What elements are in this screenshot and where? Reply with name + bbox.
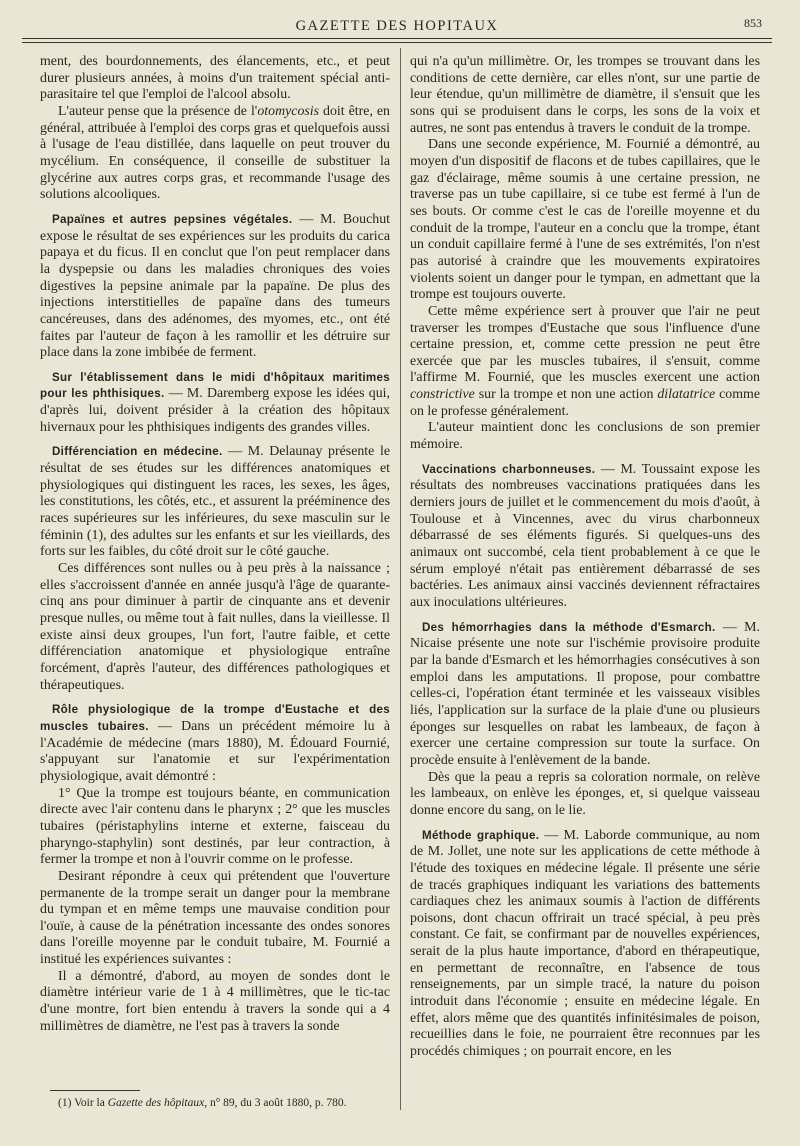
paragraph: Dans une seconde expérience, M. Fournié a démontré, au moyen d'un dispositif de flacons et de tubes capillaires, que le gaz d'éclairage, même soumis à une certaine pression, ne traverse pas un tube capillaire, si ce tube est fermé à l'un de ses bouts. Or comme c'est le cas de l'oreille moyenne et du conduit de la trompe, l'auteur en a conclu que la trompe, étant un conduit capillaire fermé à l'une de ses extrémités, l'on n'est pas autorisé à craindre que les mouvements expiratoires violents soient un danger pour le tympan, en admettant que la trompe est toujours ouverte.	[410, 137, 760, 303]
section-hemorrhagies: Des hémorrhagies dans la méthode d'Esmarch. — M. Nicaise présente une note sur l'ischémie provisoire produite par la bande d'Esmarch et les hémorrhagies consécutives à son emploi dans les amputations. Il propose, pour combattre celles-ci, l'opération étant terminée et les vaisseaux visibles liés, l'application sur la surface de la plaie d'une ou plusieurs éponges sur lesquelles on rabat les lambeaux, de façon à exercer une certaine compression sur toute la surface. On procède ensuite à l'enlèvement de la bande.	[410, 619, 760, 768]
section-heading: Sur l'établissement dans le midi d'hôpitaux maritimes pour les phthisiques.	[40, 370, 390, 401]
column-divider	[400, 48, 401, 1110]
left-column	[40, 54, 390, 1035]
paragraph: ment, des bourdonnements, des élancements, etc., et peut durer plusieurs années, à moins d'un traitement spécial anti-parasitaire tel que l'emploi de l'alcool absolu.	[40, 54, 390, 103]
section-heading: Papaïnes et autres pepsines végétales.	[52, 212, 293, 226]
page-number: 853	[744, 16, 762, 30]
paragraph: Desirant répondre à ceux qui prétendent que l'ouverture permanente de la trompe serait un danger pour la membrane du tympan et en même temps une mauvaise condition pour l'ouïe, à cause de la pénétration incessante des ondes sonores dans l'oreille moyenne par le conduit tubaire, M. Fournié a institué les expériences suivantes :	[40, 868, 390, 968]
section-vaccinations: Vaccinations charbonneuses. — M. Toussaint expose les résultats des nombreuses vaccinations pratiquées dans les derniers jours de juillet et le commencement du mois d'août, à Toulouse et à Vincennes, avec du virus charbonneux débarrassé de ses éléments figurés. Si quelques-uns des animaux ont succombé, cela tient probablement à ce que le sérum employé n'était pas entièrement débarrassé de ses bactéries. Les animaux ainsi vaccinés deviennent réfractaires aux inoculations ultérieures.	[410, 461, 760, 610]
paragraph: Dès que la peau a repris sa coloration normale, on relève les lambeaux, on enlève les éponges, et, si quelque vaisseau donne encore du sang, on le lie.	[410, 769, 760, 818]
paragraph: L'auteur maintient donc les conclusions de son premier mémoire.	[410, 420, 760, 453]
section-methode-graphique: Méthode graphique. — M. Laborde communique, au nom de M. Jollet, une note sur les applications de cette méthode à l'étude des toxiques en médecine légale. Il présente une série de tracés graphiques indiquant les variations des battements cardiaques chez les animaux soumis à l'action de différents poisons, dont chacun offrirait un tracé spécial, à peu près constant. Ce fait, se confirmant par de nouvelles expériences, serait de la plus haute importance, d'abord en thérapeutique, en permettant de reconnaître, en l'absence de tous renseignements, par un simple tracé, la nature du poison introduit dans l'économie ; ensuite en médecine légale. En effet, alors même que des quantités infinitésimales de poison, recueillies dans le foie, ne pourraient être reconnues par les procédés chimiques ; on pourrait encore, en les	[410, 827, 760, 1060]
footnote: (1) Voir la Gazette des hôpitaux, n° 89, du 3 août 1880, p. 780.	[58, 1097, 347, 1109]
paragraph: Il a démontré, d'abord, au moyen de sondes dont le diamètre intérieur varie de 1 à 4 millimètres, que le tic-tac d'une montre, fort bien entendu à travers la sonde qui a 4 millimètres de diamètre, ne l'est pas à travers la sonde	[40, 968, 390, 1034]
footnote-rule	[50, 1090, 140, 1091]
page-header	[22, 14, 772, 39]
paragraph: Ces différences sont nulles ou à peu près à la naissance ; elles s'accroissent d'année en année jusqu'à l'âge de quarante-cinq ans pour diminuer à partir de cinquante ans et devenir presque nulles, ou même tout à fait nulles, dans la vieillesse. Il existe ainsi deux groupes, l'un fort, l'autre faible, et cette différenciation anatomique et physiologique entraîne forcément, d'après l'auteur, des différences pathologiques et thérapeutiques.	[40, 561, 390, 693]
header-rule	[22, 42, 772, 43]
paragraph: Cette même expérience sert à prouver que l'air ne peut traverser les trompes d'Eustache que sous l'influence d'une certaine pression, et, comme cette pression ne peut être exercée que par les muscles tubaires, il s'ensuit, comme l'affirme M. Fournié, que les muscles exercent une action constrictive sur la trompe et non une action dilatatrice comme on le professe généralement.	[410, 303, 761, 419]
section-heading: Méthode graphique.	[422, 828, 540, 842]
paragraph: qui n'a qu'un millimètre. Or, les trompes se trouvant dans les conditions de cette dernière, car elles n'ont, sur une partie de leur étendue, qu'un millimètre de diamètre, il s'ensuit que les sons qui se produisent dans le corps, les sons de la voix et autres, ne sont pas entendus à travers le conduit de la trompe.	[410, 54, 760, 136]
paragraph: 1° Que la trompe est toujours béante, en communication directe avec l'air contenu dans le pharynx ; 2° que les muscles tubaires (péristaphylins interne et externe, faisceau du pharyngo-staphylin) sont destinés, par leur contraction, à fermer la trompe et non à l'ouvrir comme on le professe.	[40, 785, 390, 868]
section-heading: Différenciation en médecine.	[52, 445, 223, 459]
section-differenciation: Différenciation en médecine. — M. Delaunay présente le résultat de ses études sur les différences anatomiques et physiologiques qui distinguent les races, les sexes, les âges, les constitutions, les côtés, etc., et assurent la prééminence des races supérieures sur les inférieures, du sexe masculin sur le féminin (1), des adultes sur les enfants et sur les vieillards, des forts sur les faibles, du côté droit sur le côté gauche.	[40, 444, 390, 560]
section-heading: Des hémorrhagies dans la méthode d'Esmarch.	[422, 620, 716, 634]
section-papaines: Papaïnes et autres pepsines végétales. — M. Bouchut expose le résultat de ses expériences sur les produits du carica papaya et du ficus. Il en conclut que l'on peut remplacer dans la dyspepsie ou dans les maladies chroniques des voies digestives la pepsine animale par la papaïne. De plus des injections interstitielles de papaïne dans des tumeurs cancéreuses, dans des adénomes, des myomes, etc., ont été faites par l'auteur de façon à les ramollir et les détruire sur place dans la zone imbibée de ferment.	[40, 211, 390, 361]
section-hopitaux-maritimes: Sur l'établissement dans le midi d'hôpitaux maritimes pour les phthisiques. — M. Daremberg expose les idées qui, d'après lui, doivent présider à la création des hôpitaux hivernaux pour les phthisiques indigents des grandes villes.	[40, 370, 390, 435]
right-column	[410, 54, 760, 1061]
section-heading: Vaccinations charbonneuses.	[422, 462, 596, 476]
paragraph: L'auteur pense que la présence de l'otomycosis doit être, en général, attribuée à l'emploi des corps gras et quelquefois aussi à l'usage de l'eau distillée, dans laquelle on peut trouver du mycélium. En conséquence, il conseille de substituer la glycérine aux autres corps gras, et recommande l'usage des solutions alcooliques.	[40, 103, 390, 203]
section-heading: Rôle physiologique de la trompe d'Eustache et des muscles tubaires.	[40, 703, 390, 733]
journal-title: GAZETTE DES HOPITAUX	[295, 18, 499, 34]
section-trompe-eustache: Rôle physiologique de la trompe d'Eustache et des muscles tubaires. — Dans un précédent mémoire lu à l'Académie de médecine (mars 1880), M. Édouard Fournié, s'appuyant sur l'anatomie et sur l'expérimentation physiologique, avait démontré :	[40, 703, 390, 784]
